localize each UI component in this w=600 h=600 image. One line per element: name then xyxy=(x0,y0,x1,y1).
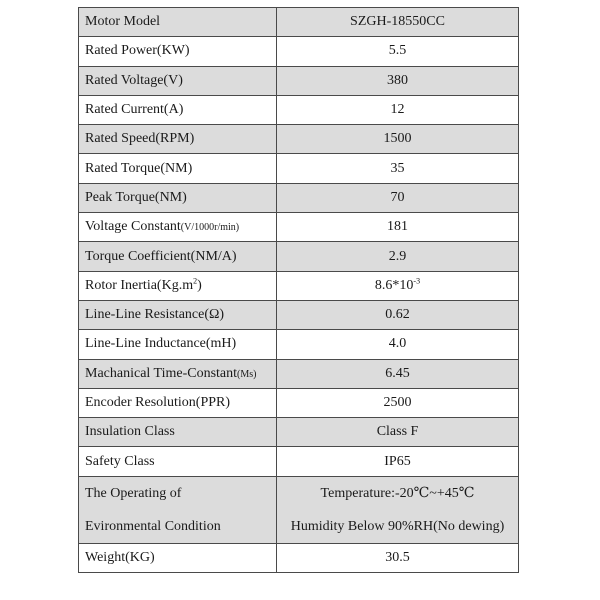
table-row-inductance xyxy=(79,330,519,359)
table-row-rated-speed xyxy=(79,125,519,154)
row-label: Rated Voltage(V) xyxy=(79,66,277,95)
row-value: 70 xyxy=(277,183,519,212)
table-row-encoder-resolution xyxy=(79,388,519,417)
row-label: Rated Power(KW) xyxy=(79,37,277,66)
label-superscript: 2 xyxy=(193,276,198,286)
table-row-weight xyxy=(79,543,519,572)
table-row-rated-power xyxy=(79,37,519,66)
label-line-2: Evironmental Condition xyxy=(85,518,221,534)
row-value: 12 xyxy=(277,95,519,124)
motor-spec-table xyxy=(78,7,519,573)
label-line-1: The Operating of xyxy=(85,485,182,501)
table-row-rotor-inertia xyxy=(79,271,519,300)
row-value: 30.5 xyxy=(277,543,519,572)
row-label: Rated Torque(NM) xyxy=(79,154,277,183)
table-row-time-constant xyxy=(79,359,519,388)
table-row-insulation-class xyxy=(79,418,519,447)
row-label: Rated Current(A) xyxy=(79,95,277,124)
row-label: Insulation Class xyxy=(79,418,277,447)
value-line-2: Humidity Below 90%RH(No dewing) xyxy=(290,518,505,534)
row-label xyxy=(79,271,277,300)
row-label: Encoder Resolution(PPR) xyxy=(79,388,277,417)
row-value: 2500 xyxy=(277,388,519,417)
row-label xyxy=(79,213,277,242)
table-row-safety-class xyxy=(79,447,519,476)
label-text: Rotor Inertia(Kg.m xyxy=(85,277,194,293)
table-row-rated-voltage xyxy=(79,66,519,95)
value-text: 8.6*10 xyxy=(374,277,414,293)
row-label: Motor Model xyxy=(79,8,277,37)
row-value: 1500 xyxy=(277,125,519,154)
row-value: 35 xyxy=(277,154,519,183)
row-label: Line-Line Inductance(mH) xyxy=(79,330,277,359)
label-text: Machanical Time-Constant xyxy=(85,365,238,381)
row-value: 0.62 xyxy=(277,300,519,329)
table-row-rated-torque xyxy=(79,154,519,183)
table-row-torque-coefficient xyxy=(79,242,519,271)
table-row-peak-torque xyxy=(79,183,519,212)
row-label: Line-Line Resistance(Ω) xyxy=(79,300,277,329)
row-label: Rated Speed(RPM) xyxy=(79,125,277,154)
label-end: ) xyxy=(197,277,202,293)
row-value: 181 xyxy=(277,213,519,242)
table-row-voltage-constant xyxy=(79,213,519,242)
label-unit: (V/1000r/min) xyxy=(180,222,240,234)
row-value: SZGH-18550CC xyxy=(277,8,519,37)
value-line-1: Temperature:-20℃~+45℃ xyxy=(320,485,475,501)
table-row-resistance xyxy=(79,300,519,329)
row-label xyxy=(79,359,277,388)
table-row-operating-environment xyxy=(79,476,519,543)
row-label: Torque Coefficient(NM/A) xyxy=(79,242,277,271)
table-row-motor-model xyxy=(79,8,519,37)
row-label: Peak Torque(NM) xyxy=(79,183,277,212)
label-unit: (Ms) xyxy=(237,368,257,380)
row-value: 380 xyxy=(277,66,519,95)
row-label: Weight(KG) xyxy=(79,543,277,572)
row-value: 6.45 xyxy=(277,359,519,388)
table-row-rated-current xyxy=(79,95,519,124)
row-value xyxy=(277,476,519,543)
row-value: Class F xyxy=(277,418,519,447)
value-superscript: -3 xyxy=(413,276,421,286)
row-value: 5.5 xyxy=(277,37,519,66)
row-label: Safety Class xyxy=(79,447,277,476)
row-value: 2.9 xyxy=(277,242,519,271)
row-label xyxy=(79,476,277,543)
row-value: IP65 xyxy=(277,447,519,476)
row-value: 4.0 xyxy=(277,330,519,359)
label-text: Voltage Constant xyxy=(85,219,181,235)
row-value xyxy=(277,271,519,300)
